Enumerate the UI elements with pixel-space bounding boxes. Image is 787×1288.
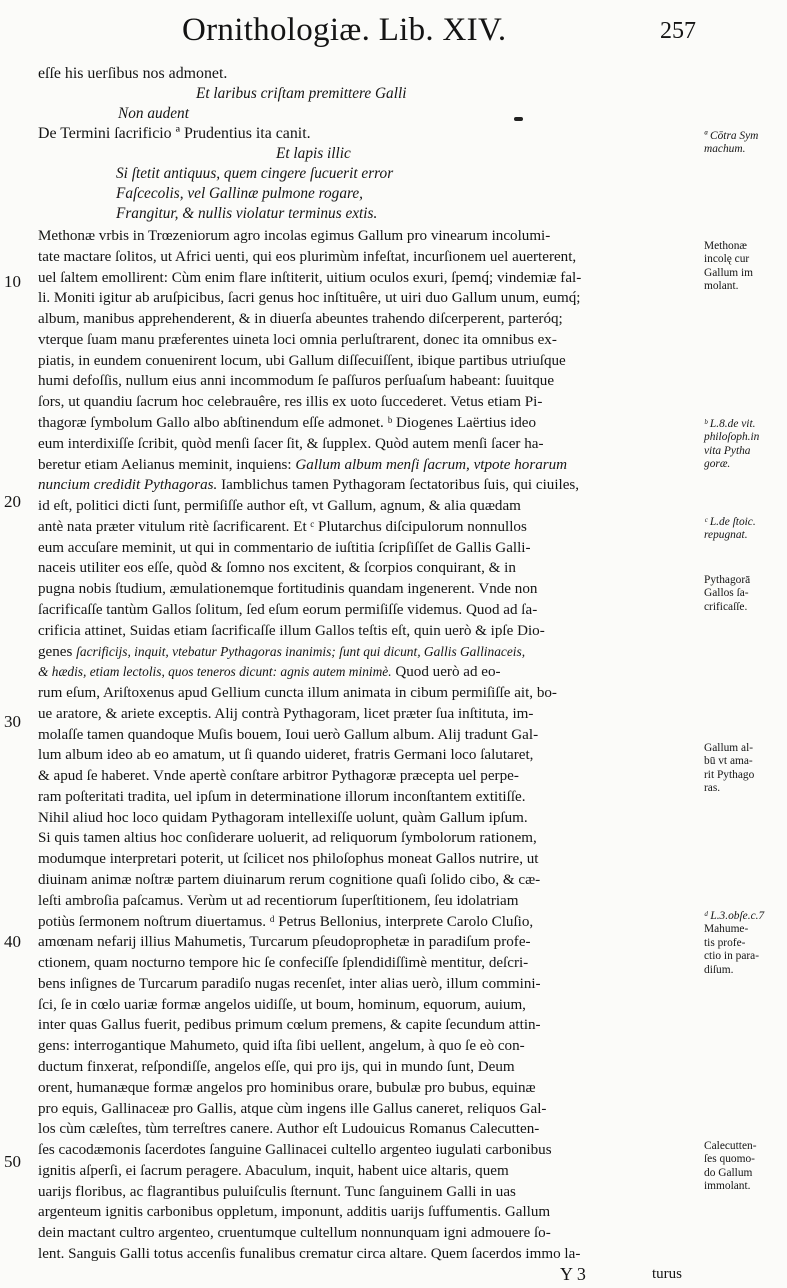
- italic-quote: ſacrificijs, inquit, vtebatur Pythagoras inanimis; ſunt qui dicunt, Gallis Gallinaceis,: [76, 644, 526, 659]
- body-line: ſes cacodæmonis ſacerdotes ſanguine Gallinacei cultello argenteo iugulati carbonibus: [38, 1142, 552, 1158]
- italic-quote: Gallum album menſi ſacrum, vtpote horarum: [295, 457, 568, 473]
- body-line: eum accuſare meminit, ut qui in commentario de iuſtitia ſcripſiſſet de Gallis Galli-: [38, 540, 531, 556]
- body-line: tate mactare ſolitos, ut Africi uenti, qui eos plurimùm infeſtat, incurſionem uel auerterent,: [38, 249, 577, 265]
- margin-note: [704, 1140, 786, 1194]
- margin-note-line: goræ.: [704, 458, 731, 471]
- margin-note-line: vita Pytha: [704, 444, 751, 457]
- body-line: inter quas Gallus fuerit, pedibus primum cœlum premens, & capite ſecundum attin-: [38, 1017, 541, 1033]
- body-line: ctionem, quam nocturno tempore hic ſe confeciſſe ſplendidiſſimè mentitur, deſcri-: [38, 955, 529, 971]
- body-line: uel ſaltem emollirent: Cùm enim flare inſtiterit, uitium oculos exuri, ſpemq́; vindemiæ fal-: [38, 270, 582, 286]
- line-number: 30: [4, 712, 21, 731]
- margin-note: [704, 240, 786, 294]
- page-footer: [0, 1264, 787, 1288]
- running-title: Ornithologiæ. Lib. XIV.: [182, 12, 507, 48]
- body-line: molaſſe tamen quandoque Muſis bouem, Ioui uerò Gallum album. Alij tradunt Gal-: [38, 727, 539, 743]
- body-line: bens inſignes de Turcarum paradiſo nugas recenſet, inter alias uerò, illum commini-: [38, 976, 541, 992]
- line-number: 50: [4, 1152, 21, 1171]
- margin-note: [704, 910, 786, 977]
- margin-note-line: ᵇ L.8.de vit.: [704, 418, 756, 430]
- body-line: orent, humanæque formæ angelos pro hominibus orare, bubulæ pro bubus, equinæ: [38, 1080, 536, 1096]
- body-line: li. Moniti igitur ab aruſpicibus, ſacri genus hoc inſtituêre, ut uiri duo Gallum unum, eumq́;: [38, 290, 581, 306]
- margin-note-line: immolant.: [704, 1180, 751, 1193]
- body-line: ſci, ſe in cœlo uariæ formæ angelos uidiſſe, ut boum, hominum, equorum, auium,: [38, 997, 526, 1013]
- body-line: De Termini ſacrificio ª Prudentius ita canit.: [38, 125, 311, 142]
- body-line: potiùs ſermonem noſtrum diuertamus. ᵈ Petrus Bellonius, interprete Carolo Cluſio,: [38, 914, 534, 930]
- body-line: piatis, in eundem conuenirent locum, ubi Gallum diſſecuiſſent, ibique partibus utriuſque: [38, 353, 566, 369]
- body-line: pugna nobis ſtudium, æmulationemque fortitudinis quandam ingenerent. Vnde non: [38, 581, 538, 597]
- body-line: ram poſteritati tradita, uel ipſum in determinatione illorum inconſtantem extitiſſe.: [38, 789, 526, 805]
- body-line: dein mactant cultro argenteo, cruentumque cultellum nonnunquam igni admouere ſo-: [38, 1225, 551, 1241]
- verse-line: Faſcecolis, vel Gallinæ pulmone rogare,: [116, 185, 363, 202]
- body-line: thagoræ ſymbolum Gallo albo abſtinendum eſſe admonet. ᵇ Diogenes Laërtius ideo: [38, 415, 537, 431]
- margin-note-line: rit Pythago: [704, 768, 755, 781]
- body-line: naceis utiliter eos eſſe, quòd & ſomno nos excitent, & ſcorpios conquirant, & in: [38, 560, 516, 576]
- catchword: turus: [652, 1266, 682, 1282]
- body-line: vterque ſuam manu præferentes uineta loci omnia perluſtrarent, donec ita omnibus ex-: [38, 332, 557, 348]
- margin-note-line: Methonæ: [704, 240, 748, 252]
- margin-note: [704, 130, 786, 157]
- body-line: eſſe his uerſibus nos admonet.: [38, 65, 228, 82]
- margin-note-line: Calecutten-: [704, 1140, 757, 1152]
- verse-line: Frangitur, & nullis violatur terminus extis.: [116, 205, 378, 222]
- margin-note-line: crificaſſe.: [704, 600, 748, 613]
- margin-note-line: tis profe-: [704, 936, 746, 949]
- margin-note-line: Gallum al-: [704, 742, 754, 754]
- verse-line: Non audent: [118, 105, 189, 122]
- body-text: Quod uerò ad eo-: [395, 664, 501, 680]
- margin-note-line: Gallos ſa-: [704, 587, 749, 600]
- margin-note: [704, 574, 786, 614]
- margin-note-line: ras.: [704, 782, 721, 795]
- body-text: Iamblichus tamen Pythagoram ſectatoribus ſuis, qui ciuiles,: [221, 477, 580, 493]
- body-text: beretur etiam Aelianus meminit, inquiens:: [38, 457, 292, 473]
- margin-note-line: repugnat.: [704, 529, 748, 542]
- body-line: diuinam animæ noſtræ partem diuinarum rerum cognitione quaſi ſolido cibo, & cæ-: [38, 872, 541, 888]
- margin-note-line: ſes quomo-: [704, 1153, 755, 1166]
- body-line: ſacrificaſſe tantùm Gallos ſolitum, ſed eſum eorum permiſiſſe videmus. Quod ad ſa-: [38, 602, 538, 618]
- margin-note-line: bū vt ama-: [704, 755, 753, 768]
- body-line: humi defoſſis, nullum eius anni incommodum ſe paſſuros perſuaſum habeant: ſuuitque: [38, 373, 555, 389]
- margin-note-line: Pythagorā: [704, 574, 751, 586]
- verse-line: Si ſtetit antiquus, quem cingere ſucuerit error: [116, 165, 394, 182]
- italic-quote: nuncium credidit Pythagoras.: [38, 477, 218, 493]
- body-line: id eſt, politici dicti ſunt, permiſiſſe author eſt, vt Gallum, agnum, & alia quædam: [38, 498, 521, 514]
- body-line: gens: interrogantique Mahumeto, quid iſta ſibi uellent, angelum, à quo ſe eò con-: [38, 1038, 525, 1054]
- body-line: Nihil aliud hoc loco quidam Pythagoram intellexiſſe uolunt, quàm Gallum ipſum.: [38, 810, 528, 826]
- margin-note: [704, 418, 786, 472]
- margin-note-line: Mahume-: [704, 923, 749, 936]
- margin-note-line: Gallum im: [704, 266, 754, 279]
- margin-note-line: do Gallum: [704, 1166, 753, 1179]
- margin-note: [704, 516, 786, 543]
- body-line: Si quis tamen altius hoc conſiderare uoluerit, ad reliquorum ſymbolorum rationem,: [38, 830, 537, 846]
- body-line: crificia attinet, Suidas etiam ſacrificaſſe illum Gallos teſtis eſt, quin uerò & ipſe Dio-: [38, 623, 545, 639]
- margin-note-line: diſum.: [704, 963, 734, 976]
- margin-note-line: philoſoph.in: [704, 431, 760, 444]
- page-header: [0, 12, 787, 52]
- margin-note-line: ª Cōtra Sym: [704, 130, 759, 142]
- margin-note-line: ᵈ L.3.obſe.c.7: [704, 910, 765, 922]
- body-line: lent. Sanguis Galli totus accenſis funalibus crematur circa altare. Quem ſacerdos immo la-: [38, 1246, 581, 1262]
- body-line: pro equis, Gallinaceæ pro Gallis, atque cùm ingens ille Gallus caneret, reliquos Gal-: [38, 1101, 547, 1117]
- body-line: uarijs floribus, ac flagrantibus puluiſculis ſternunt. Tunc ſanguinem Galli in uas: [38, 1184, 516, 1200]
- line-number: 40: [4, 932, 21, 951]
- body-line: ue aratore, & ariete exceptis. Alij contrà Pythagoram, licet præter ſua inſtituta, im-: [38, 706, 534, 722]
- line-number: 20: [4, 492, 21, 511]
- margin-note-line: incolę cur: [704, 253, 750, 266]
- body-line: eum interdixiſſe ſcribit, quòd menſi ſacer ſit, & ſupplex. Quòd autem menſi ſacer ha-: [38, 436, 544, 452]
- margin-note-line: ctio in para-: [704, 950, 760, 963]
- body-line: leſti ambroſia paſcamus. Verùm ut ad recentiorum ſuperſtitionem, ſeu idolatriam: [38, 893, 519, 909]
- italic-quote: & hædis, etiam lectolis, quos teneros dicunt: agnis autem minimè.: [38, 664, 392, 679]
- body-line: ignitis aſperſi, ei ſacrum peragere. Abaculum, inquit, habent uice altaris, quem: [38, 1163, 509, 1179]
- body-line: modumque interpretari poterit, ut ſcilicet nos philoſophus moneat Gallos nutrire, ut: [38, 851, 539, 867]
- body-line: lum album ideo ab eo amatum, ut ſi quando uideret, fratris Germani loco ſalutaret,: [38, 747, 534, 763]
- body-line: album, manibus apprehenderent, & in diuerſa abeuntes trahendo diſcerperent, parteróq;: [38, 311, 563, 327]
- page-number: 257: [660, 18, 696, 44]
- line-number: 10: [4, 272, 21, 291]
- body-text: genes: [38, 644, 73, 660]
- body-line: amœnam nefarij illius Mahumetis, Turcarum pſeudoprophetæ in paradiſum profe-: [38, 934, 531, 950]
- margin-note: [704, 742, 786, 796]
- body-line: [38, 475, 579, 495]
- margin-note-line: molant.: [704, 280, 739, 293]
- signature-mark: Y 3: [560, 1264, 586, 1284]
- body-line: rum eſum, Ariſtoxenus apud Gellium cuncta illum animata in cibum permiſiſſe ait, bo-: [38, 685, 557, 701]
- body-line: argenteum ignitis carbonibus oppletum, imponunt, additis uarijs ſuffumentis. Gallum: [38, 1204, 551, 1220]
- body-line: Methonæ vrbis in Trœzeniorum agro incolas egimus Gallum pro vinearum incolumi-: [38, 228, 551, 244]
- body-line: ductum finxerat, reſpondiſſe, angelos eſſe, qui pro ijs, qui in mundo ſunt, Deum: [38, 1059, 515, 1075]
- body-line: [38, 642, 525, 662]
- body-line: [38, 662, 501, 682]
- verse-line: Et lapis illic: [276, 145, 351, 162]
- verse-line: Et laribus criſtam premittere Galli: [196, 85, 407, 102]
- margin-note-line: machum.: [704, 143, 746, 156]
- body-line: [38, 455, 567, 475]
- body-line: ſors, ut quandiu ſacrum hoc celebrauêre, res illis ex uoto ſuccederet. Vetus etiam Pi-: [38, 394, 543, 410]
- body-line: antè nata præter vitulum ritè ſacrificarent. Et ᶜ Plutarchus diſcipulorum nonnullos: [38, 519, 527, 535]
- body-line: & apud ſe haberet. Vnde apertè conſtare arbitror Pythagoræ præcepta uel perpe-: [38, 768, 519, 784]
- ink-blot: [514, 117, 523, 121]
- body-line: los cùm cæleſtes, tùm terreſtres canere. Author eſt Ludouicus Romanus Calecutten-: [38, 1121, 540, 1137]
- margin-note-line: ᶜ L.de ſtoic.: [704, 516, 756, 528]
